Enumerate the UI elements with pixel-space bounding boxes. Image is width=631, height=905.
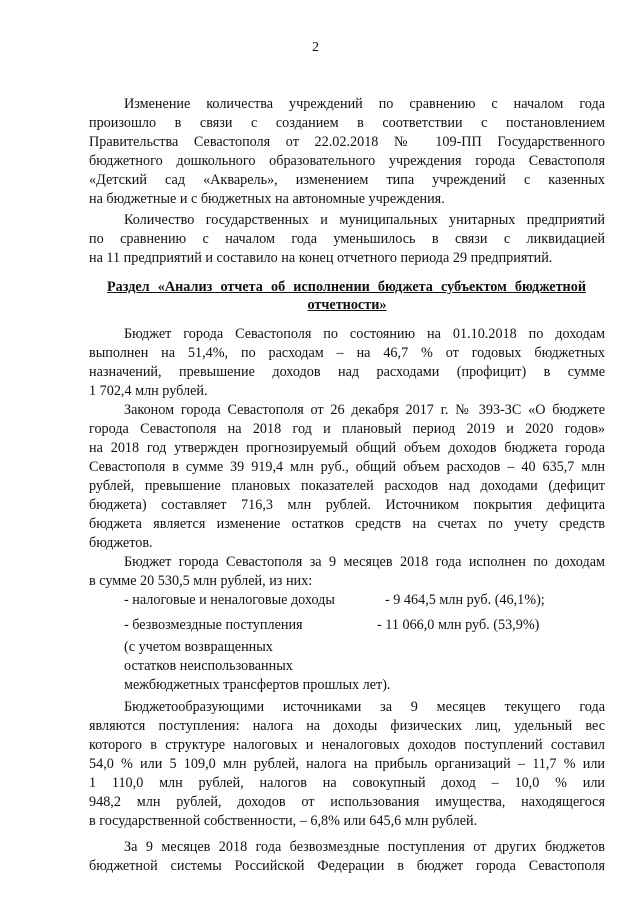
para7-line-1: За 9 месяцев 2018 года безвозмездные поступления от других бюджетов <box>124 839 605 855</box>
para4-line-8: бюджетов. <box>89 535 153 551</box>
para6-line-6: 948,2 млн рублей, доходов от использования имущества, находящегося <box>89 794 605 810</box>
para2-line-3: на 11 предприятий и составило на конец отчетного периода 29 предприятий. <box>89 250 553 266</box>
para6-line-7: в государственной собственности, – 6,8% или 645,6 млн рублей. <box>89 813 478 829</box>
page-number: 2 <box>312 40 319 55</box>
para6-line-4: 54,0 % или 5 109,0 млн рублей, налога на прибыль организаций – 11,7 % или <box>89 756 605 772</box>
para6-line-3: которого в структуре налоговых и неналоговых доходов поступлений составил <box>89 737 605 753</box>
income-note-line-1: (с учетом возвращенных <box>124 639 273 655</box>
para1-line-4: бюджетного дошкольного образовательного учреждения города Севастополя <box>89 153 605 169</box>
para4-line-5: рублей, превышение плановых показателей расходов над доходами (дефицит <box>89 478 605 494</box>
para4-line-2: города Севастополя на 2018 год и плановый период 2019 и 2020 годов» <box>89 421 605 437</box>
income-note-line-2: остатков неиспользованных <box>124 658 293 674</box>
para5-line-2: в сумме 20 530,5 млн рублей, из них: <box>89 573 313 589</box>
para1-line-2: произошло в связи с созданием в соответствии с постановлением <box>89 115 605 131</box>
section-heading-line-1: Раздел «Анализ отчета об исполнении бюджета субъектом бюджетной <box>107 279 586 295</box>
para1-line-3: Правительства Севастополя от 22.02.2018 № 109-ПП Государственного <box>89 134 605 150</box>
section-heading-line-2: отчетности» <box>307 297 387 313</box>
para6-line-5: 1 110,0 млн рублей, налогов на совокупный доход – 10,0 % или <box>89 775 605 791</box>
para4-line-7: бюджета является изменение остатков средств на счетах по учету средств <box>89 516 605 532</box>
para3-line-1: Бюджет города Севастополя по состоянию на 01.10.2018 по доходам <box>124 326 605 342</box>
para2-line-1: Количество государственных и муниципальных унитарных предприятий <box>124 212 605 228</box>
para3-line-4: 1 702,4 млн рублей. <box>89 383 208 399</box>
para6-line-1: Бюджетообразующими источниками за 9 месяцев текущего года <box>124 699 605 715</box>
para5-line-1: Бюджет города Севастополя за 9 месяцев 2018 года исполнен по доходам <box>124 554 605 570</box>
income-note-line-3: межбюджетных трансфертов прошлых лет). <box>124 677 391 693</box>
para1-line-6: на бюджетные и с бюджетных на автономные учреждения. <box>89 191 445 207</box>
para4-line-1: Законом города Севастополя от 26 декабря 2017 г. № 393-ЗС «О бюджете <box>124 402 605 418</box>
para7-line-2: бюджетной системы Российской Федерации в бюджет города Севастополя <box>89 858 605 874</box>
para1-line-1: Изменение количества учреждений по сравнению с началом года <box>124 96 605 112</box>
para3-line-2: выполнен на 51,4%, по расходам – на 46,7 % от годовых бюджетных <box>89 345 605 361</box>
para4-line-4: Севастополя в сумме 39 919,4 млн руб., общий объем расходов – 40 635,7 млн <box>89 459 605 475</box>
para1-line-5: «Детский сад «Акварель», изменением типа учреждений с казенных <box>89 172 605 188</box>
para3-line-3: назначений, превышение доходов над расходами (профицит) в сумме <box>89 364 605 380</box>
income-item-label: - безвозмездные поступления <box>124 617 303 633</box>
para4-line-6: бюджета) составляет 716,3 млн рублей. Источником покрытия дефицита <box>89 497 605 513</box>
income-item-value: - 11 066,0 млн руб. (53,9%) <box>377 617 540 633</box>
income-item-label: - налоговые и неналоговые доходы <box>124 592 335 608</box>
income-item-value: - 9 464,5 млн руб. (46,1%); <box>385 592 545 608</box>
para2-line-2: по сравнению с началом года уменьшилось в связи с ликвидацией <box>89 231 605 247</box>
para6-line-2: являются поступления: налога на доходы физических лиц, удельный вес <box>89 718 605 734</box>
para4-line-3: на 2018 год утвержден прогнозируемый общий объем доходов бюджета города <box>89 440 605 456</box>
